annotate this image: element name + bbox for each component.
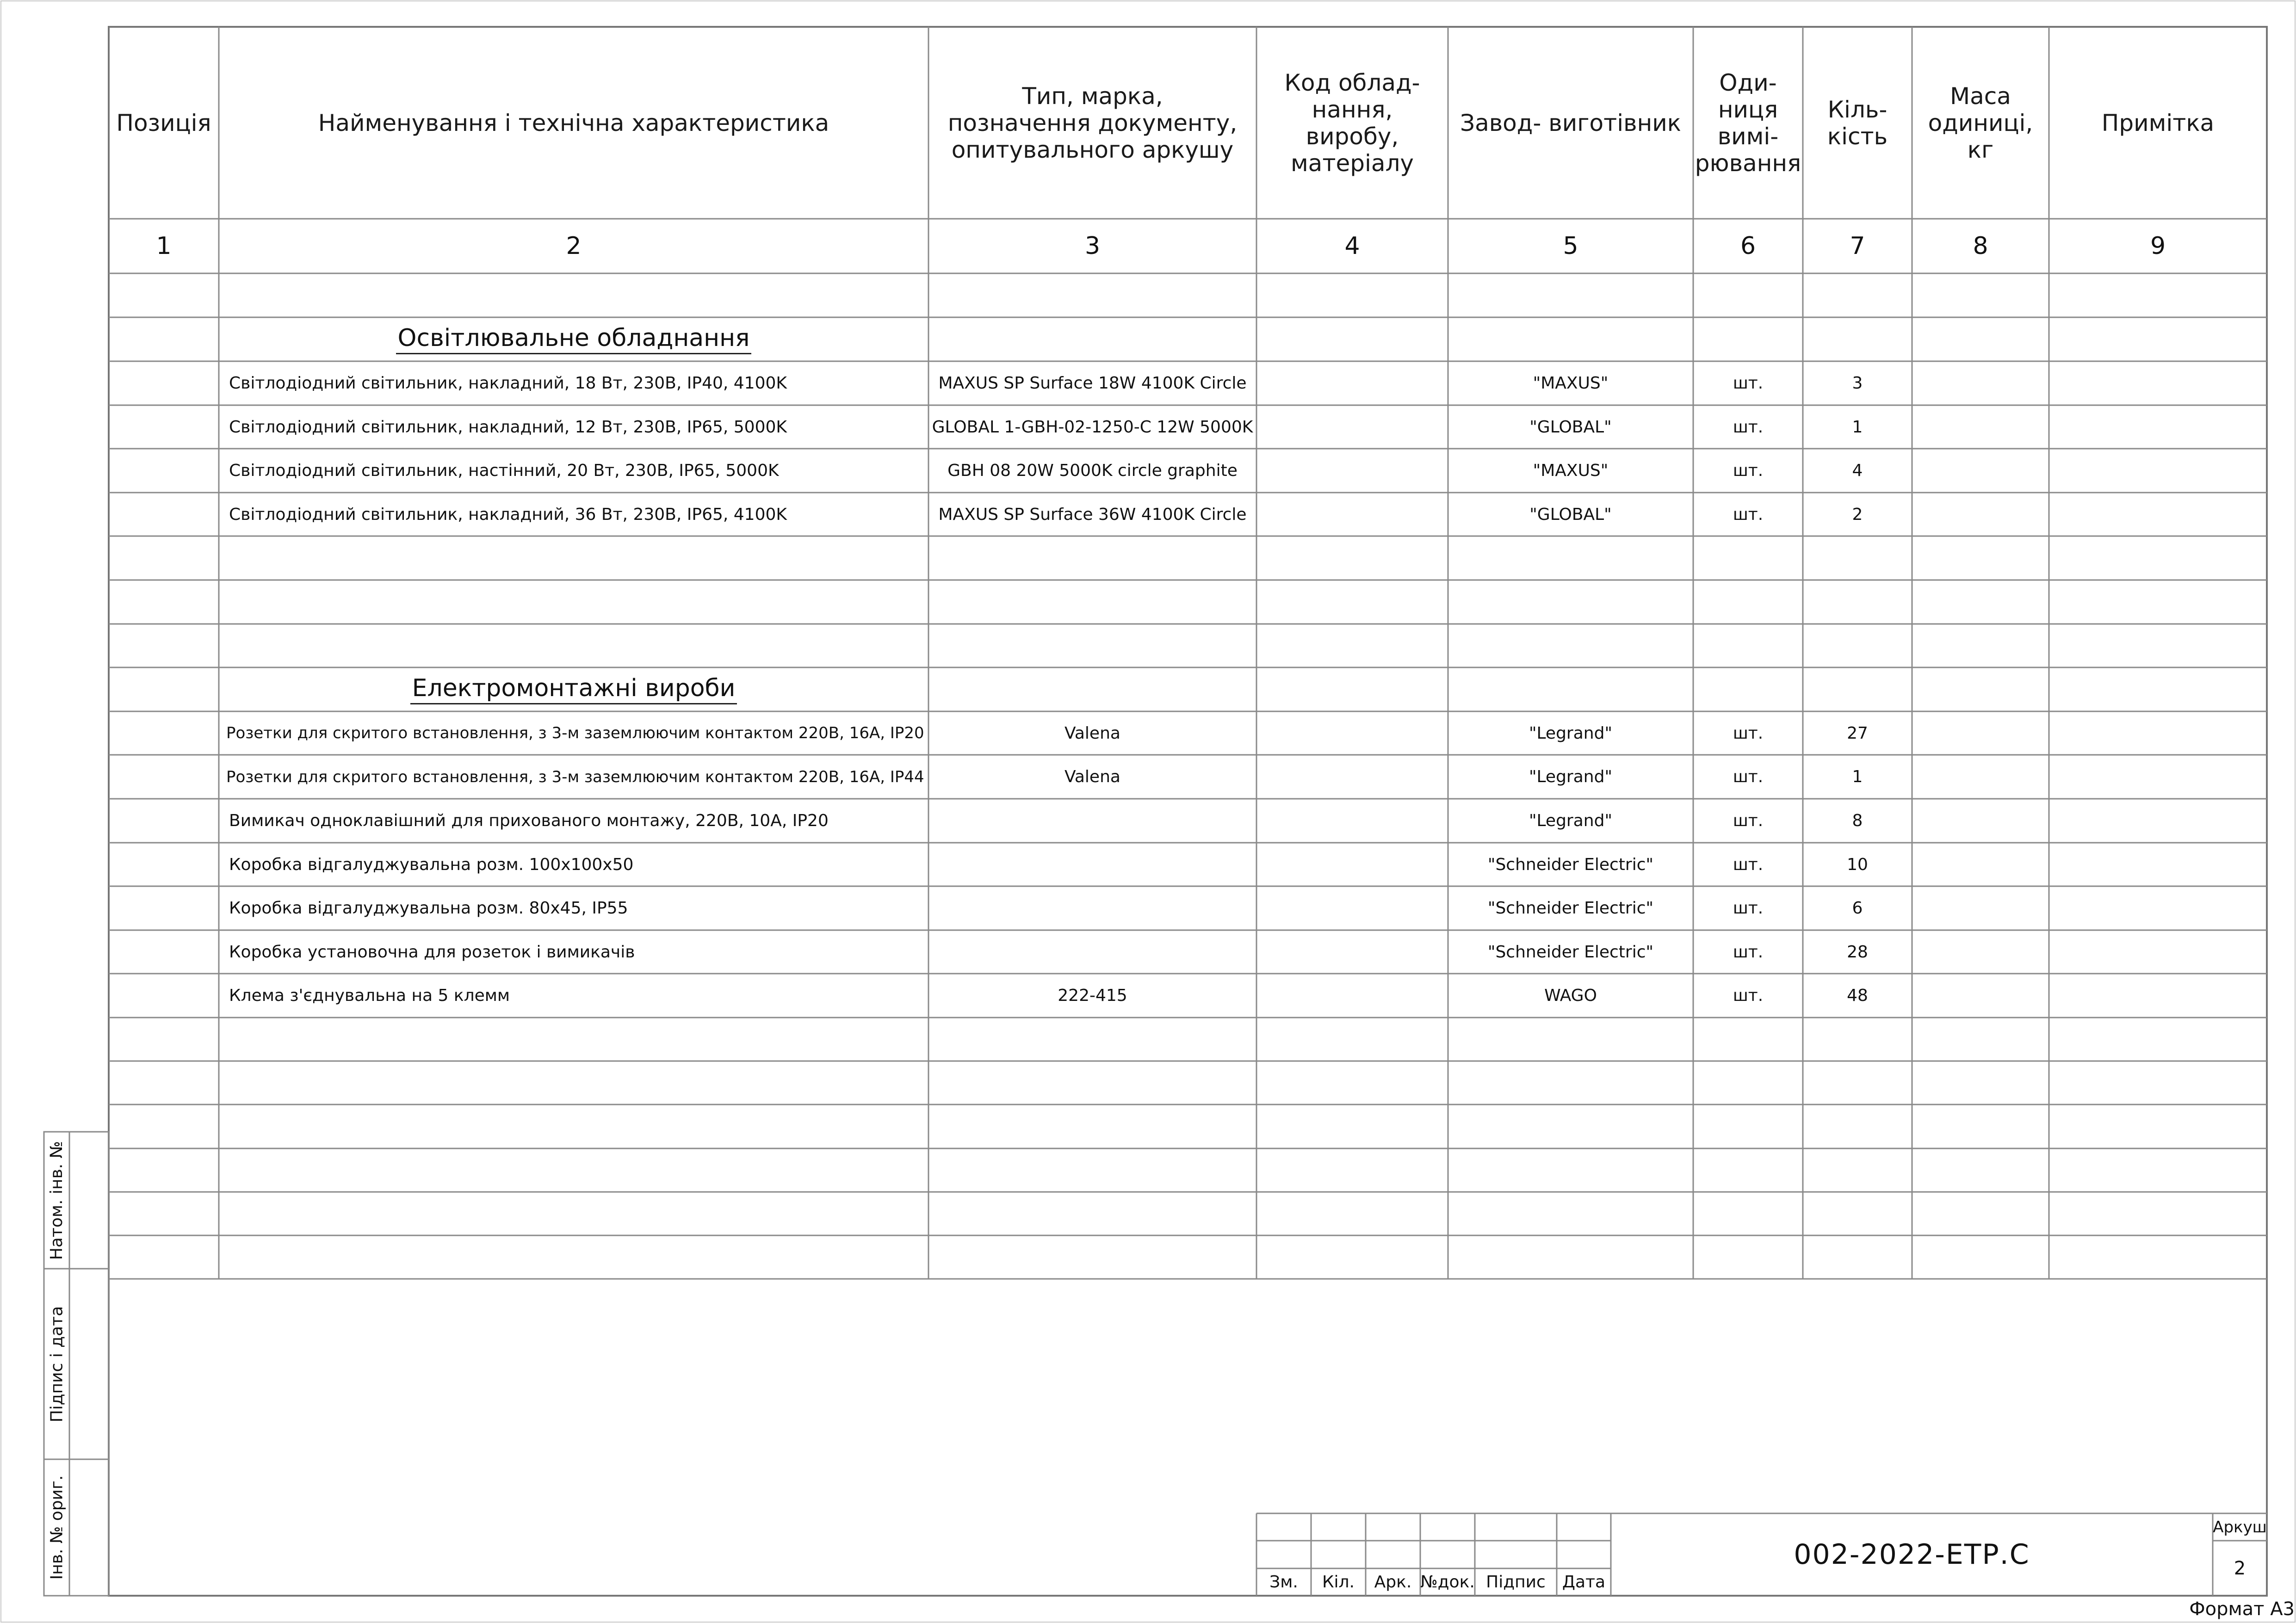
item-type: Valena [1064, 767, 1120, 786]
column-number: 5 [1563, 232, 1578, 260]
item-manufacturer: "MAXUS" [1533, 461, 1609, 480]
sheet-number: 2 [2234, 1557, 2246, 1579]
item-type: GBH 08 20W 5000K circle graphite [947, 461, 1238, 480]
item-unit: шт. [1733, 505, 1764, 524]
column-number: 7 [1850, 232, 1865, 260]
item-type: Valena [1064, 723, 1120, 743]
header-position: Позиція [116, 109, 211, 136]
item-unit: шт. [1733, 811, 1764, 830]
item-name: Клема з'єднувальна на 5 клемм [229, 986, 510, 1005]
item-manufacturer: WAGO [1544, 986, 1597, 1005]
stamp-inv-orig-text: Інв. № ориг. [47, 1475, 66, 1580]
item-type [928, 799, 1256, 843]
item-unit: шт. [1733, 461, 1764, 480]
item-unit: шт. [1733, 942, 1764, 962]
header-type: Тип, марка, позначення документу, опитувального аркушу [947, 82, 1238, 163]
item-type [928, 886, 1256, 930]
item-type: 222-415 [1058, 986, 1127, 1005]
title-label-ark: Арк. [1374, 1573, 1412, 1592]
item-type [928, 843, 1256, 886]
item-quantity: 10 [1847, 855, 1868, 874]
item-name: Світлодіодний світильник, накладний, 18 Вт, 230В, IP40, 4100K [229, 374, 787, 393]
document-code: 002-2022-ЕТР.С [1794, 1538, 2030, 1571]
column-number: 1 [156, 232, 172, 260]
section-title-electrical [219, 667, 928, 711]
item-manufacturer: "Legrand" [1529, 811, 1613, 830]
column-number: 4 [1344, 232, 1360, 260]
stamp-sign-date [44, 1269, 69, 1459]
item-manufacturer: "Schneider Electric" [1487, 899, 1654, 918]
column-number: 8 [1973, 232, 1988, 260]
stamp-inv-no [44, 1132, 69, 1269]
item-type: GLOBAL 1-GBH-02-1250-C 12W 5000K [932, 417, 1253, 437]
item-quantity: 1 [1852, 767, 1863, 786]
paper-format: Формат А3 [2189, 1598, 2295, 1620]
item-quantity: 8 [1852, 811, 1863, 830]
item-name: Розетки для скритого встановлення, з 3-м заземлюючим контактом 220В, 16А, IP44 [226, 767, 924, 786]
section-title-lighting [219, 317, 928, 361]
section-title-lighting-text: Освітлювальне обладнання [396, 324, 752, 354]
item-manufacturer: "GLOBAL" [1529, 417, 1612, 437]
header-note: Примітка [2101, 109, 2215, 136]
header-quantity: Кіль- кість [1827, 96, 1888, 150]
title-label-date: Дата [1562, 1573, 1606, 1592]
column-number: 6 [1740, 232, 1756, 260]
item-name: Коробка установочна для розеток і вимикачів [229, 942, 635, 962]
sheet-label: Аркуш [2213, 1518, 2267, 1537]
item-type [928, 930, 1256, 974]
item-quantity: 4 [1852, 461, 1863, 480]
item-name: Вимикач одноклавішний для прихованого монтажу, 220В, 10А, IP20 [229, 811, 829, 830]
header-code: Код облад- нання, виробу, матеріалу [1284, 69, 1420, 177]
header-unit: Оди- ниця вимі- рювання [1695, 69, 1801, 177]
item-name: Коробка відгалуджувальна розм. 80x45, IP55 [229, 899, 628, 918]
title-label-zm: Зм. [1269, 1573, 1298, 1592]
item-unit: шт. [1733, 417, 1764, 437]
item-quantity: 3 [1852, 374, 1863, 393]
item-unit: шт. [1733, 986, 1764, 1005]
item-name: Світлодіодний світильник, настінний, 20 Вт, 230В, IP65, 5000K [229, 461, 779, 480]
stamp-inv-orig [44, 1459, 69, 1596]
item-quantity: 6 [1852, 899, 1863, 918]
item-quantity: 27 [1847, 723, 1868, 743]
item-type: MAXUS SP Surface 18W 4100K Circle [938, 374, 1247, 393]
item-unit: шт. [1733, 899, 1764, 918]
column-number: 3 [1084, 232, 1101, 260]
item-manufacturer: "MAXUS" [1533, 374, 1609, 393]
item-manufacturer: "Schneider Electric" [1487, 855, 1654, 874]
column-number: 9 [2150, 232, 2166, 260]
item-unit: шт. [1733, 374, 1764, 393]
item-manufacturer: "Schneider Electric" [1487, 942, 1654, 962]
stamp-sign-date-text: Підпис і дата [47, 1306, 66, 1422]
item-name: Світлодіодний світильник, накладний, 12 Вт, 230В, IP65, 5000K [229, 417, 787, 437]
item-quantity: 48 [1847, 986, 1868, 1005]
item-quantity: 1 [1852, 417, 1863, 437]
title-label-kil: Кіл. [1322, 1573, 1355, 1592]
column-number: 2 [566, 232, 582, 260]
item-manufacturer: "Legrand" [1529, 723, 1613, 743]
item-quantity: 28 [1847, 942, 1868, 962]
item-name: Світлодіодний світильник, накладний, 36 Вт, 230В, IP65, 4100K [229, 505, 787, 524]
item-unit: шт. [1733, 723, 1764, 743]
item-manufacturer: "Legrand" [1529, 767, 1613, 786]
item-quantity: 2 [1852, 505, 1863, 524]
header-manufacturer: Завод- виготівник [1460, 109, 1681, 136]
title-label-ndoc: №док. [1420, 1573, 1475, 1592]
section-title-electrical-text: Електромонтажні вироби [410, 674, 737, 704]
item-unit: шт. [1733, 767, 1764, 786]
header-name: Найменування і технічна характеристика [318, 109, 829, 136]
item-name: Коробка відгалуджувальна розм. 100x100x50 [229, 855, 634, 874]
item-type: MAXUS SP Surface 36W 4100K Circle [938, 505, 1247, 524]
item-manufacturer: "GLOBAL" [1529, 505, 1612, 524]
stamp-inv-no-text: Натом. інв. № [47, 1141, 67, 1260]
item-unit: шт. [1733, 855, 1764, 874]
title-label-signature: Підпис [1486, 1573, 1546, 1592]
header-mass: Маса одиниці, кг [1928, 82, 2033, 163]
item-name: Розетки для скритого встановлення, з 3-м заземлюючим контактом 220В, 16А, IP20 [226, 724, 924, 742]
